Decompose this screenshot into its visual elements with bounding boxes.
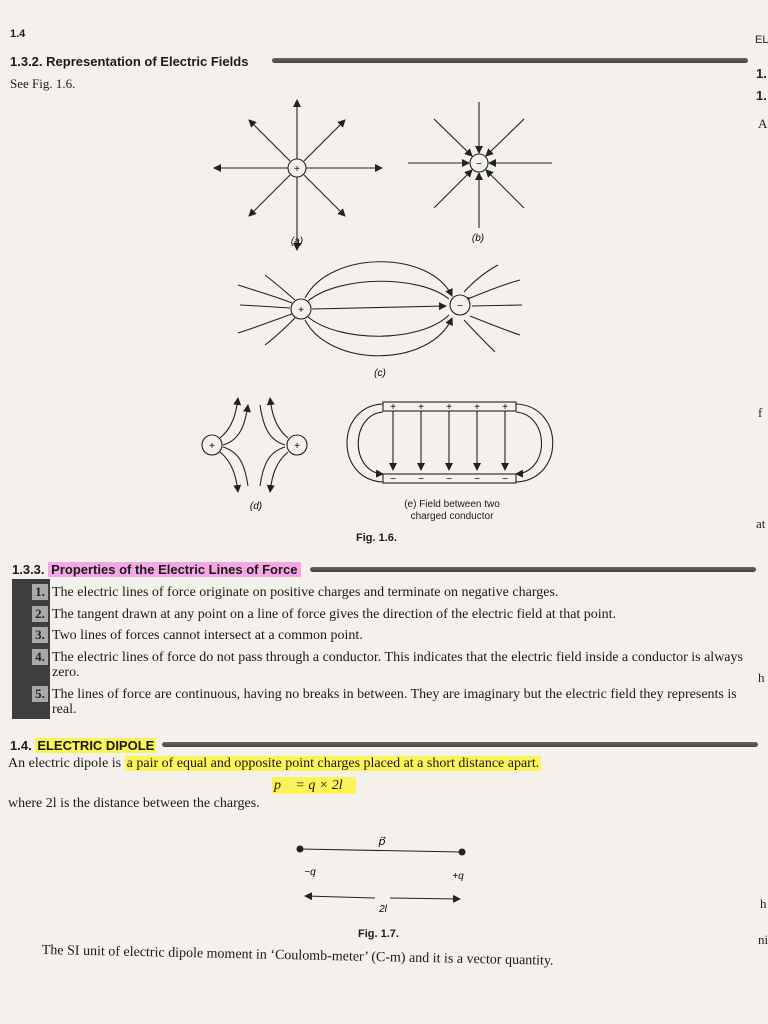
section-heading-1-3-3 — [12, 562, 301, 577]
dipole-moment-label: p⃗ — [378, 836, 386, 848]
figure-1-6-caption: Fig. 1.6. — [356, 532, 397, 544]
figure-1-7 — [0, 820, 768, 940]
distance-arrow-left — [305, 896, 375, 898]
fig-a-label: (a) — [290, 236, 304, 247]
section-heading-1-3-2 — [10, 54, 248, 69]
right-margin-fragment: h — [758, 670, 765, 685]
negative-charge-label: −q — [304, 867, 316, 878]
definition-start: An electric dipole is — [8, 756, 125, 771]
closing-text: The SI unit of electric dipole moment in ‘Coulomb-meter’ (C-m) and it is a vector quantity. — [41, 942, 554, 969]
fig-d-like-charges — [202, 398, 307, 492]
fig-e-plus: + — [390, 402, 396, 413]
list-item: The electric lines of force do not pass through a conductor. This indicates that the electric field inside a conductor is always zero. — [52, 650, 743, 680]
fig-c-minus: − — [457, 301, 463, 312]
fig-c-dipole-field — [238, 262, 522, 356]
dipole-where-text: where 2l is the distance between the charges. — [8, 796, 260, 811]
figure-1-6 — [0, 90, 768, 550]
right-margin-fragment: 1. — [756, 66, 767, 81]
fig-b-label: (b) — [471, 233, 485, 244]
fig-c-label: (c) — [374, 368, 386, 379]
heading-rule — [162, 742, 758, 747]
right-margin-fragment: ni — [758, 932, 768, 947]
fig-e-caption: (e) Field between two charged conductor — [404, 499, 500, 522]
list-number: 3. — [32, 627, 48, 643]
fig-e-minus: − — [418, 474, 424, 485]
section-number: 1.3.3. — [12, 562, 45, 577]
fig-e-plus: + — [502, 402, 508, 413]
dipole-definition — [8, 755, 753, 772]
list-number: 4. — [32, 649, 48, 665]
positive-charge-dot — [459, 849, 466, 856]
fig-e-minus: − — [502, 474, 508, 485]
fig-e-parallel-conductors — [347, 402, 553, 483]
negative-charge-dot — [297, 846, 304, 853]
right-margin-fragment: f — [758, 405, 763, 420]
section-title: Properties of the Electric Lines of Force — [48, 562, 300, 577]
section-number: 1.4. — [10, 738, 32, 753]
page-number: 1.4 — [10, 28, 26, 40]
fig-e-plus: + — [446, 402, 452, 413]
right-margin-fragment: EL — [755, 34, 768, 46]
right-margin-fragment: 1. — [756, 88, 767, 103]
section-number: 1.3.2. — [10, 54, 43, 69]
fig-e-minus: − — [446, 474, 452, 485]
fig-a-plus: + — [294, 164, 300, 175]
section-title: ELECTRIC DIPOLE — [37, 738, 155, 753]
dipole-axis — [300, 849, 462, 852]
section-text: See Fig. 1.6. — [10, 76, 76, 91]
list-item: The electric lines of force originate on positive charges and terminate on negative charges. — [52, 585, 559, 600]
fig-d-plus-1: + — [209, 441, 215, 452]
figure-1-7-caption: Fig. 1.7. — [358, 928, 399, 940]
fig-e-minus: − — [390, 474, 396, 485]
right-margin-fragment: at — [756, 516, 766, 531]
heading-rule — [272, 58, 748, 63]
fig-b-minus: − — [476, 159, 482, 170]
positive-charge-label: +q — [452, 871, 464, 882]
list-item: The lines of force are continuous, having no breaks in between. They are imaginary but the electric field they represents is real. — [52, 687, 737, 717]
dipole-formula: p⃗ = q × 2l⃗ — [274, 778, 354, 793]
right-margin-fragment: A — [758, 116, 768, 131]
list-item: The tangent drawn at any point on a line of force gives the direction of the electric field at that point. — [52, 607, 617, 622]
fig-d-label: (d) — [249, 501, 263, 512]
list-number: 1. — [32, 584, 48, 600]
fig-e-minus: − — [474, 474, 480, 485]
distance-arrow-right — [390, 898, 460, 899]
fig-c-plus: + — [298, 305, 304, 316]
list-number: 2. — [32, 606, 48, 622]
fig-e-plus: + — [474, 402, 480, 413]
heading-rule — [310, 567, 756, 572]
fig-d-plus-2: + — [294, 441, 300, 452]
section-heading-1-4 — [10, 738, 156, 753]
distance-label: 2l — [379, 904, 387, 915]
section-title: Representation of Electric Fields — [46, 54, 249, 69]
fig-a-positive-field — [214, 100, 382, 250]
fig-e-plus: + — [418, 402, 424, 413]
list-number: 5. — [32, 686, 48, 702]
list-item: Two lines of forces cannot intersect at a common point. — [52, 628, 363, 643]
definition-highlight: a pair of equal and opposite point charges placed at a short distance apart. — [126, 756, 540, 771]
right-margin-fragment: h — [760, 896, 767, 911]
